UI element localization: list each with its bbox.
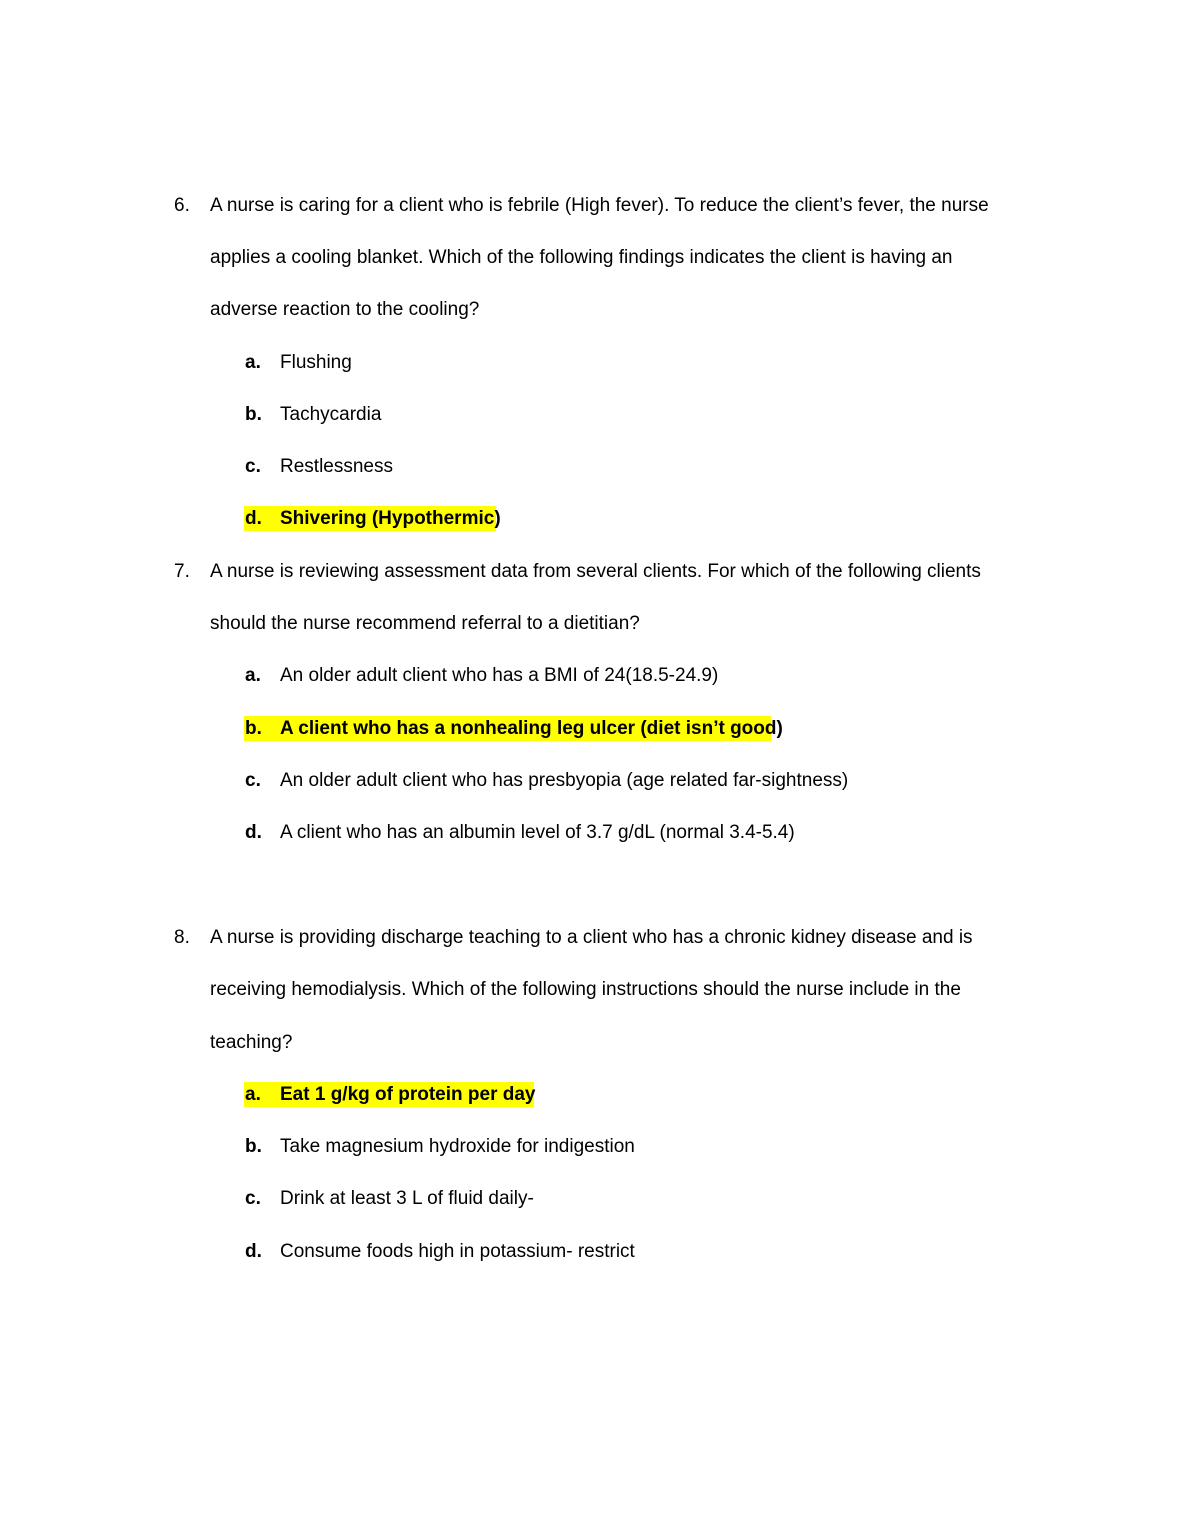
question-6-option-a-text: Flushing: [280, 352, 352, 373]
question-6-option-b-letter: b.: [245, 404, 262, 425]
question-7-option-c-letter: c.: [245, 770, 261, 791]
question-7-option-c-text: An older adult client who has presbyopia (age related far-sightness): [280, 770, 849, 791]
question-7-option-d-letter: d.: [245, 822, 262, 843]
question-7-number: 7.: [174, 561, 190, 582]
question-7-line-2: should the nurse recommend referral to a dietitian?: [210, 613, 640, 634]
question-8-option-c-text: Drink at least 3 L of fluid daily-: [280, 1188, 534, 1209]
question-7-option-d-text: A client who has an albumin level of 3.7 g/dL (normal 3.4-5.4): [280, 822, 795, 843]
question-7-option-a-text: An older adult client who has a BMI of 24(18.5-24.9): [280, 665, 719, 686]
question-6-line-1: A nurse is caring for a client who is febrile (High fever). To reduce the client’s fever, the nurse: [210, 195, 989, 216]
question-8-line-3: teaching?: [210, 1032, 293, 1053]
question-8-option-d-text: Consume foods high in potassium- restrict: [280, 1241, 635, 1262]
question-8-number: 8.: [174, 927, 190, 948]
question-7-option-b-text: A client who has a nonhealing leg ulcer (diet isn’t good): [280, 718, 783, 739]
question-6-line-2: applies a cooling blanket. Which of the following findings indicates the client is having an: [210, 247, 953, 268]
question-6-option-d-letter: d.: [245, 508, 262, 529]
question-7-line-1: A nurse is reviewing assessment data from several clients. For which of the following clients: [210, 561, 981, 582]
question-7-option-a-letter: a.: [245, 665, 261, 686]
question-8-line-2: receiving hemodialysis. Which of the following instructions should the nurse include in the: [210, 979, 961, 1000]
question-6-option-a-letter: a.: [245, 352, 261, 373]
question-8-option-a-text: Eat 1 g/kg of protein per day: [280, 1084, 536, 1105]
question-6-line-3: adverse reaction to the cooling?: [210, 299, 480, 320]
question-8-option-d-letter: d.: [245, 1241, 262, 1262]
question-8-option-a-letter: a.: [245, 1084, 261, 1105]
question-6-option-c-text: Restlessness: [280, 456, 393, 477]
question-6-number: 6.: [174, 195, 190, 216]
question-7-option-b-letter: b.: [245, 718, 262, 739]
question-6-option-c-letter: c.: [245, 456, 261, 477]
question-6-option-d-text: Shivering (Hypothermic): [280, 508, 501, 529]
question-6-option-b-text: Tachycardia: [280, 404, 382, 425]
question-8-line-1: A nurse is providing discharge teaching to a client who has a chronic kidney disease and is: [210, 927, 973, 948]
question-8-option-b-text: Take magnesium hydroxide for indigestion: [280, 1136, 635, 1157]
question-8-option-c-letter: c.: [245, 1188, 261, 1209]
question-8-option-b-letter: b.: [245, 1136, 262, 1157]
